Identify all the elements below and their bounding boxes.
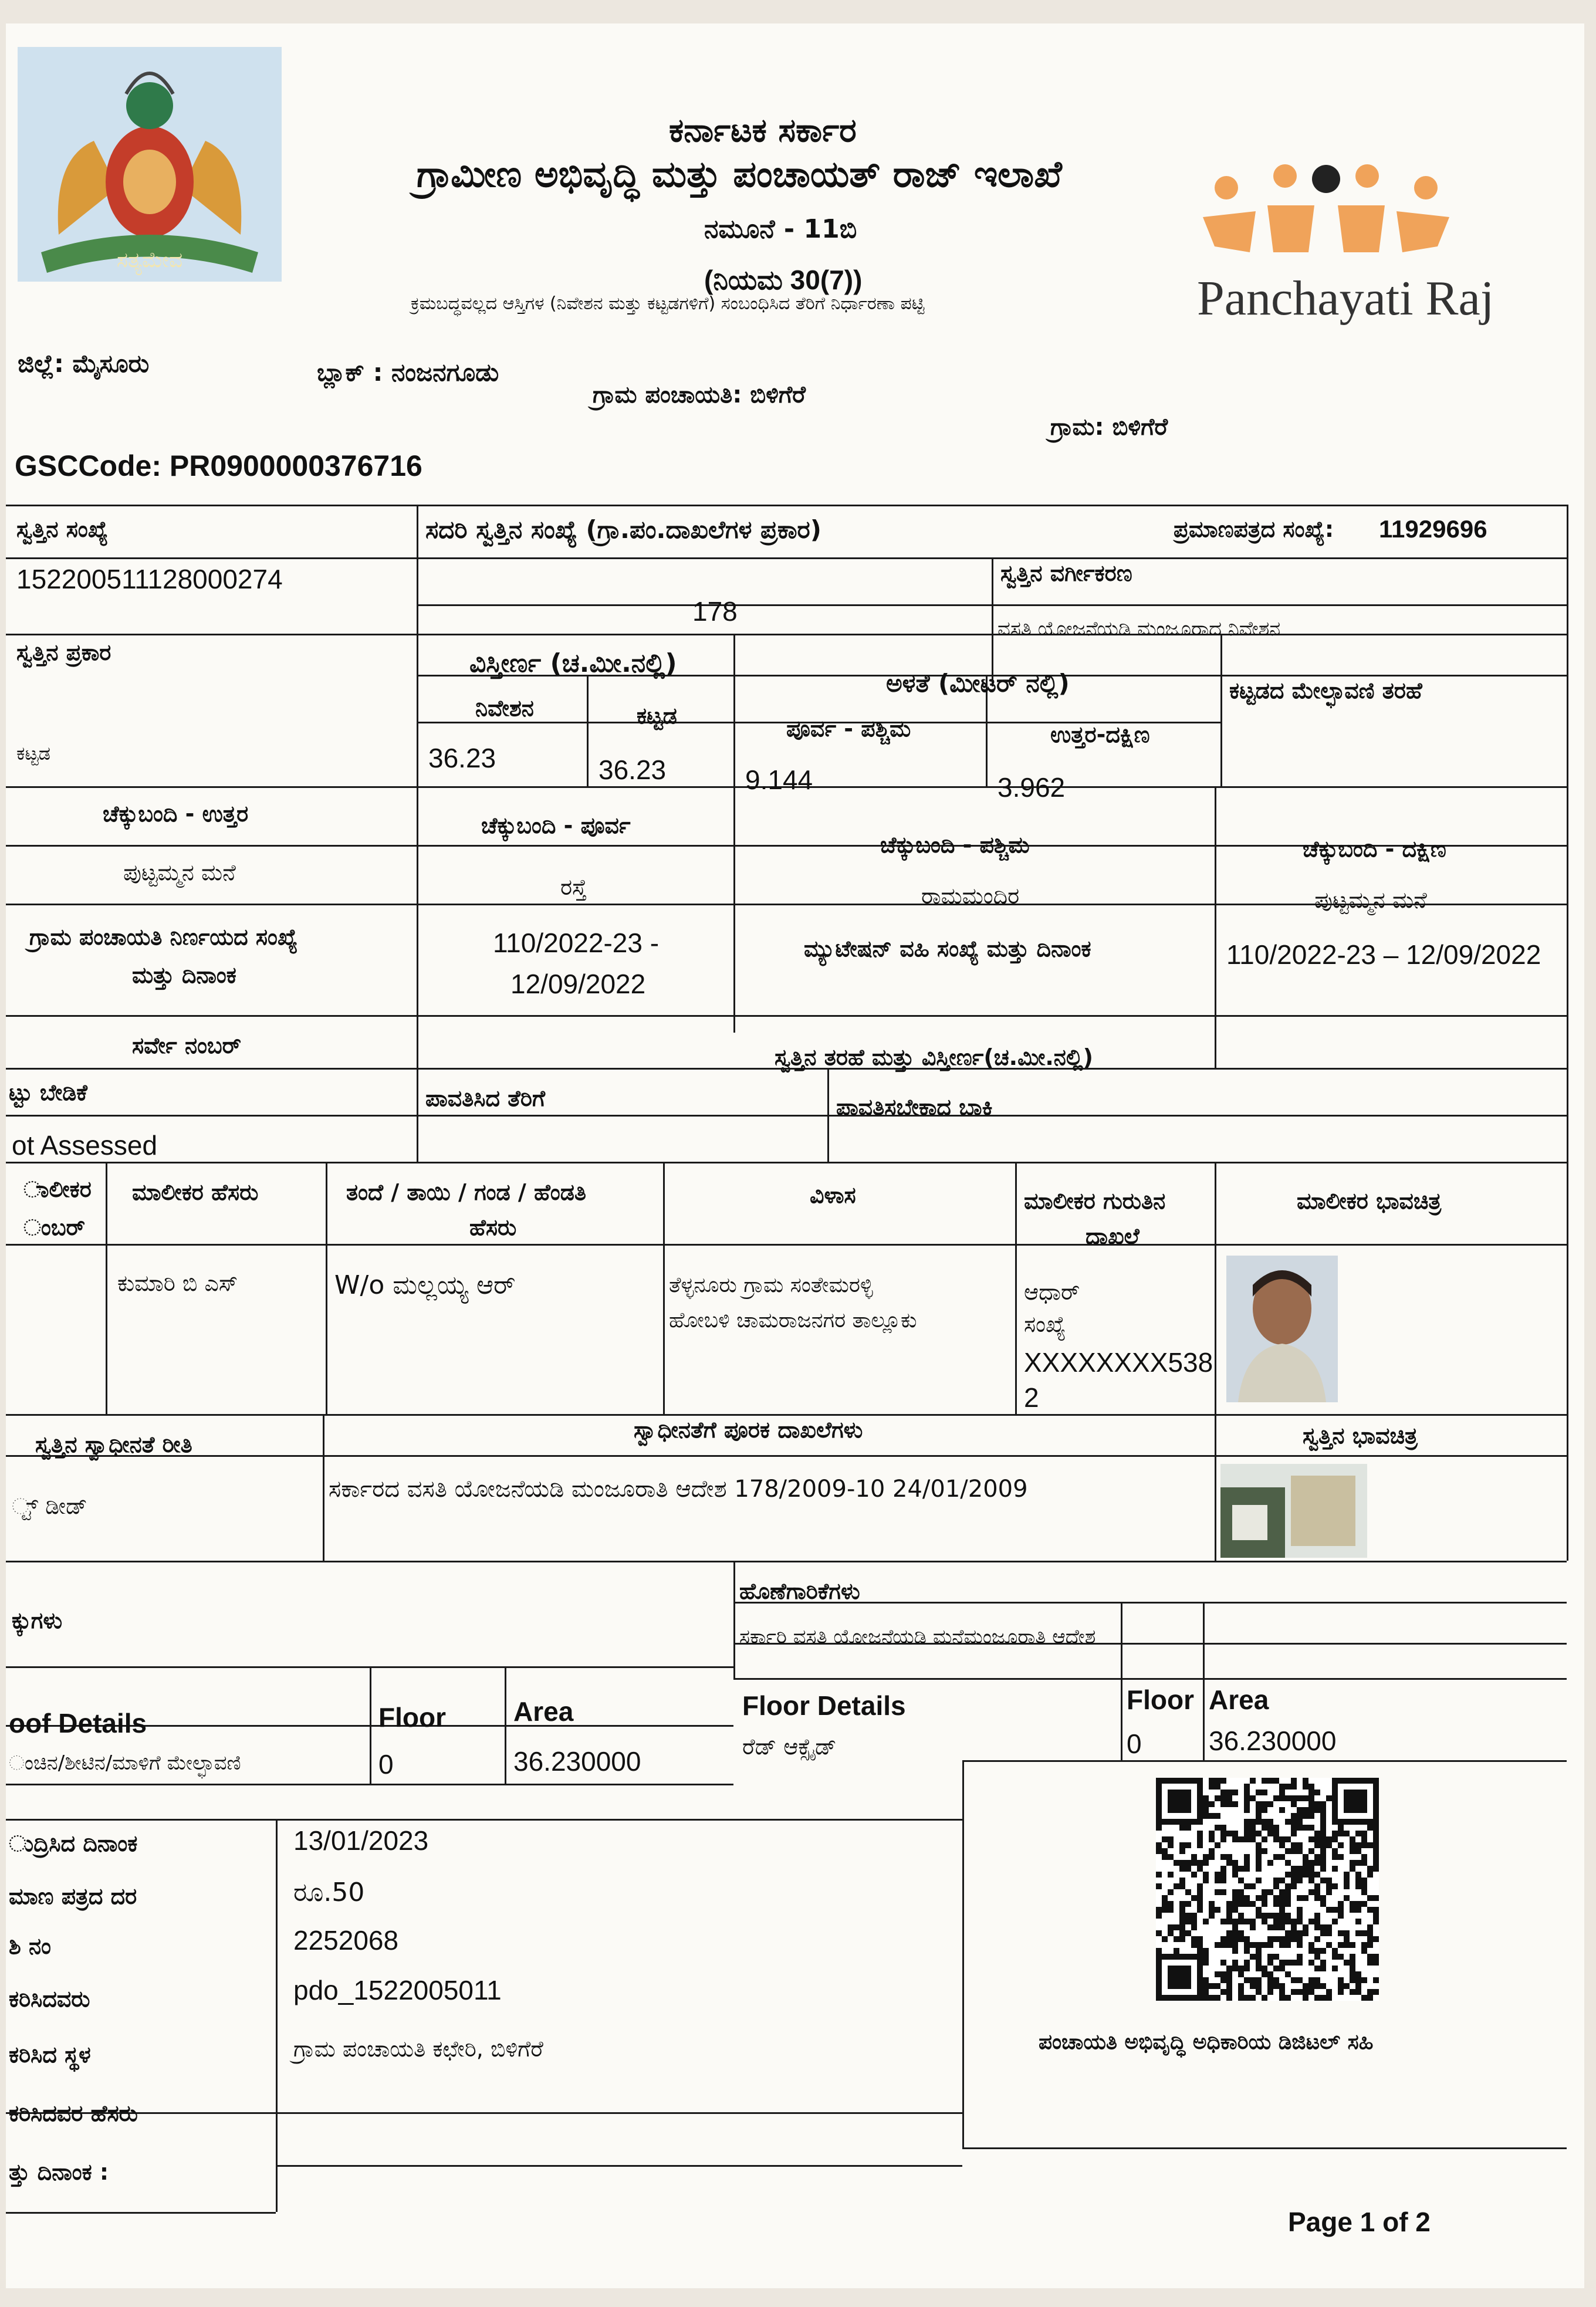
floor-type-value: ರೆಡ್ ಆಕ್ಸೈಡ್ [742, 1734, 837, 1760]
property-nature-label: ಸ್ವತ್ತಿನ ತರಹೆ ಮತ್ತು ವಿಸ್ತೀರ್ಣ(ಚ.ಮೀ.ನಲ್ಲಿ) [775, 1044, 1094, 1070]
property-type-label: ಸ್ವತ್ತಿನ ಪ್ರಕಾರ [16, 640, 111, 665]
boundary-east-value: ರಸ್ತೆ [560, 874, 587, 900]
digital-signature-label: ಪಂಚಾಯತಿ ಅಭಿವೃದ್ಧಿ ಅಧಿಕಾರಿಯ ಡಿಜಿಟಲ್ ಸಹಿ [1039, 2030, 1374, 2054]
owner-photo-header: ಮಾಲೀಕರ ಭಾವಚಿತ್ರ [1297, 1188, 1442, 1214]
assessment-status: ot Assessed [12, 1130, 158, 1161]
site-area-value: 36.23 [428, 743, 496, 773]
gp-resolution-value-1: 110/2022-23 - [493, 928, 660, 958]
ownership-docs-label: ಸ್ವಾಧೀನತೆಗೆ ಪೂರಕ ದಾಖಲೆಗಳು [634, 1417, 863, 1443]
owner-id-1: ಆಧಾರ್ [1024, 1279, 1080, 1305]
boundary-west-label: ಚೆಕ್ಕುಬಂದಿ - ಪಶ್ಚಿಮ [880, 832, 1030, 858]
east-west-value: 9.144 [745, 765, 813, 795]
rights-label: ಕ್ಕುಗಳು [12, 1608, 63, 1633]
tax-paid-label: ಪಾವತಿಸಿದ ತೆರಿಗೆ [425, 1085, 546, 1111]
floor-area-header: Area [1209, 1684, 1269, 1715]
boundary-north-label: ಚೆಕ್ಕುಬಂದಿ - ಉತ್ತರ [103, 801, 249, 827]
boundary-west-value: ರಾಮಮಂದಿರ [921, 883, 1020, 909]
issue-place-value: ಗ್ರಾಮ ಪಂಚಾಯತಿ ಕಛೇರಿ, ಬಿಳಿಗೆರೆ [293, 2036, 543, 2062]
certificate-number-value: 11929696 [1379, 515, 1487, 543]
owner-id-2: ಸಂಖ್ಯೆ [1024, 1311, 1066, 1337]
owner-id-4: 2 [1024, 1382, 1039, 1413]
boundary-south-value: ಪುಟ್ಟಮ್ಮನ ಮನೆ [1314, 887, 1427, 913]
department-title: ಗ್ರಾಮೀಣ ಅಭಿವೃದ್ಧಿ ಮತ್ತು ಪಂಚಾಯತ್ ರಾಜ್ ಇಲಾಖೆ [417, 153, 1062, 195]
rule-number: (ನಿಯಮ 30(7)) [704, 265, 863, 295]
form-subtitle: ಕ್ರಮಬದ್ಧವಲ್ಲದ ಆಸ್ತಿಗಳ (ನಿವೇಶನ ಮತ್ತು ಕಟ್ಟಡಗಳಿಗೆ) ಸಂಬಂಧಿಸಿದ ತೆರಿಗೆ ನಿರ್ಧಾರಣಾ ಪಟ್ಟಿ [411, 293, 925, 314]
village: ಗ್ರಾಮ: ಬಿಳಿಗೆರೆ [1050, 414, 1168, 441]
liabilities-value: ಸರ್ಕಾರಿ ವಸತಿ ಯೋಜನೆಯಡಿ ಮನೆಮಂಜೂರಾತಿ ಆದೇಶ [739, 1625, 1096, 1649]
svg-text:ಸತ್ಯಮೇವ: ಸತ್ಯಮೇವ [116, 248, 183, 272]
panchayati-raj-logo [1197, 153, 1494, 346]
property-id-label: ಸ್ವತ್ತಿನ ಸಂಖ್ಯೆ [16, 516, 109, 542]
roof-area-value: 36.230000 [513, 1746, 641, 1777]
site-area-label: ನಿವೇಶನ [475, 695, 534, 721]
owner-number-header-1: ಾಲೀಕರ [23, 1176, 92, 1202]
roof-type-label: ಕಟ್ಟಡದ ಮೇಲ್ಛಾವಣಿ ತರಹೆ [1229, 678, 1422, 703]
tax-balance-label: ಪಾವತಿಸಬೇಕಾದ ಬಾಕಿ [836, 1094, 993, 1120]
floor-details-title: Floor Details [742, 1690, 906, 1721]
certificate-sheet [6, 23, 1584, 2288]
gp-resolution-value-2: 12/09/2022 [510, 969, 646, 999]
brand-name: Panchayati Raj [1197, 271, 1494, 326]
issuer-name-label: ಕರಿಸಿದವರ ಹೆಸರು [9, 2100, 138, 2126]
receipt-value: 2252068 [293, 1925, 399, 1956]
roof-type-value: ಂಚಿನ/ಶೀಟಿನ/ಮಾಳಿಗೆ ಮೇಲ್ಛಾವಣಿ [9, 1751, 241, 1775]
north-south-label: ಉತ್ತರ-ದಕ್ಷಿಣ [1050, 722, 1150, 747]
dimension-header: ಅಳತೆ (ಮೀಟರ್ ನಲ್ಲಿ) [886, 669, 1070, 698]
id-document-header-1: ಮಾಲೀಕರ ಗುರುತಿನ [1024, 1188, 1166, 1214]
property-photo-label: ಸ್ವತ್ತಿನ ಭಾವಚಿತ್ರ [1303, 1423, 1418, 1449]
ownership-mode-label: ಸ್ವತ್ತಿನ ಸ್ವಾಧೀನತೆ ರೀತಿ [35, 1432, 192, 1457]
building-area-label: ಕಟ್ಟಡ [637, 703, 677, 729]
mutation-value: 110/2022-23 – 12/09/2022 [1226, 939, 1541, 970]
relation-header-1: ತಂದೆ / ತಾಯಿ / ಗಂಡ / ಹೆಂಡತಿ [346, 1179, 587, 1205]
receipt-label: ಶಿ ನಂ [9, 1933, 52, 1959]
owner-photo [1226, 1256, 1338, 1402]
sign-date-label: ತ್ತು ದಿನಾಂಕ : [9, 2159, 109, 2185]
boundary-north-value: ಪುಟ್ಟಮ್ಮನ ಮನೆ [123, 860, 236, 885]
print-date-label: ುದ್ರಿಸಿದ ದಿನಾಂಕ [9, 1831, 138, 1856]
owner-number-header-2: ಂಬರ್ [23, 1215, 86, 1240]
property-photo [1220, 1464, 1367, 1558]
gsc-code: GSCCode: PR0900000376716 [15, 449, 422, 482]
liabilities-label: ಹೊಣೆಗಾರಿಕೆಗಳು [739, 1578, 860, 1604]
roof-floor-header: Floor [378, 1702, 446, 1733]
gram-panchayat: ಗ್ರಾಮ ಪಂಚಾಯತಿ: ಬಿಳಿಗೆರೆ [593, 381, 806, 408]
verification-qr-code[interactable] [1156, 1778, 1379, 2001]
issued-by-label: ಕರಿಸಿದವರು [9, 1986, 90, 2012]
issue-place-label: ಕರಿಸಿದ ಸ್ಥಳ [9, 2042, 91, 2068]
id-document-header-2: ದಾಖಲೆ [1086, 1223, 1139, 1249]
mutation-label: ಮ್ಯುಟೇಷನ್ ವಹಿ ಸಂಖ್ಯೆ ಮತ್ತು ದಿನಾಂಕ [804, 936, 1091, 962]
issued-by-value: pdo_1522005011 [293, 1975, 502, 2005]
property-type-value: ಕಟ್ಟಡ [16, 742, 50, 765]
owner-name: ಕುಮಾರಿ ಬಿ ಎಸ್ [117, 1270, 238, 1296]
state-title: ಕರ್ನಾಟಕ ಸರ್ಕಾರ [669, 111, 857, 150]
ownership-mode-value: ್ಟ್ ಡೀಡ್ [12, 1493, 87, 1519]
owner-address-2: ಹೋಬಳಿ ಚಾಮರಾಜನಗರ ತಾಲ್ಲೂಕು [669, 1308, 917, 1332]
floor-area-value: 36.230000 [1209, 1726, 1337, 1756]
gp-resolution-label-1: ಗ್ರಾಮ ಪಂಚಾಯತಿ ನಿರ್ಣಯದ ಸಂಖ್ಯೆ [29, 924, 298, 950]
total-demand-label: ಟ್ಟು ಬೇಡಿಕೆ [9, 1080, 87, 1105]
owner-relation: W/o ಮಲ್ಲಯ್ಯ ಆರ್ [334, 1270, 516, 1300]
boundary-east-label: ಚೆಕ್ಕುಬಂದಿ - ಪೂರ್ವ [481, 813, 631, 838]
owner-name-header: ಮಾಲೀಕರ ಹೆಸರು [132, 1179, 259, 1205]
print-date-value: 13/01/2023 [293, 1825, 429, 1856]
floor-floor-value: 0 [1127, 1728, 1142, 1759]
relation-header-2: ಹೆಸರು [469, 1215, 517, 1240]
gp-resolution-label-2: ಮತ್ತು ದಿನಾಂಕ [132, 962, 236, 988]
building-area-value: 36.23 [598, 755, 667, 785]
fee-value: ರೂ.50 [293, 1878, 365, 1907]
roof-area-header: Area [513, 1696, 574, 1727]
district: ಜಿಲ್ಲೆ: ಮೈಸೂರು [18, 349, 150, 378]
ownership-docs-value: ಸರ್ಕಾರದ ವಸತಿ ಯೋಜನೆಯಡಿ ಮಂಜೂರಾತಿ ಆದೇಶ 178/2009-10 24/01/2009 [329, 1476, 1028, 1503]
owner-address-1: ತೆಳ್ಳನೂರು ಗ್ರಾಮ ಸಂತೇಮರಳ್ಳಿ [669, 1273, 873, 1297]
karnataka-emblem [18, 41, 282, 287]
area-header: ವಿಸ್ತೀರ್ಣ (ಚ.ಮೀ.ನಲ್ಲಿ) [469, 648, 677, 678]
form-number: ನಮೂನೆ - 11ಬಿ [704, 214, 857, 244]
roof-floor-value: 0 [378, 1749, 394, 1780]
fee-label: ಮಾಣ ಪತ್ರದ ದರ [9, 1883, 137, 1909]
owner-id-3: XXXXXXXX538 [1024, 1347, 1213, 1378]
page-number: Page 1 of 2 [1288, 2207, 1431, 2237]
classification-value: ವಸತಿ ಯೋಜನೆಯಡಿ ಮಂಜೂರಾದ ನಿವೇಶನ [998, 617, 1281, 641]
gp-number-label: ಸದರಿ ಸ್ವತ್ತಿನ ಸಂಖ್ಯೆ (ಗ್ರಾ.ಪಂ.ದಾಖಲೆಗಳ ಪ್ರಕಾರ) [425, 515, 821, 544]
address-header: ವಿಳಾಸ [810, 1182, 856, 1208]
block: ಬ್ಲಾಕ್ : ನಂಜನಗೂಡು [317, 358, 499, 387]
gp-number-value: 178 [692, 596, 738, 627]
classification-label: ಸ್ವತ್ತಿನ ವರ್ಗೀಕರಣ [1000, 560, 1132, 586]
property-id-value: 15220051112800027​4 [16, 564, 283, 594]
north-south-value: 3.962 [998, 772, 1066, 803]
survey-number-label: ಸರ್ವೇ ನಂಬರ್ [132, 1033, 242, 1058]
boundary-south-label: ಚೆಕ್ಕುಬಂದಿ - ದಕ್ಷಿಣ [1303, 836, 1446, 862]
certificate-number-label: ಪ್ರಮಾಣಪತ್ರದ ಸಂಖ್ಯೆ: [1174, 516, 1334, 542]
east-west-label: ಪೂರ್ವ - ಪಶ್ಚಿಮ [786, 716, 911, 742]
floor-floor-header: Floor [1127, 1684, 1194, 1715]
roof-details-title: oof Details [9, 1708, 147, 1738]
